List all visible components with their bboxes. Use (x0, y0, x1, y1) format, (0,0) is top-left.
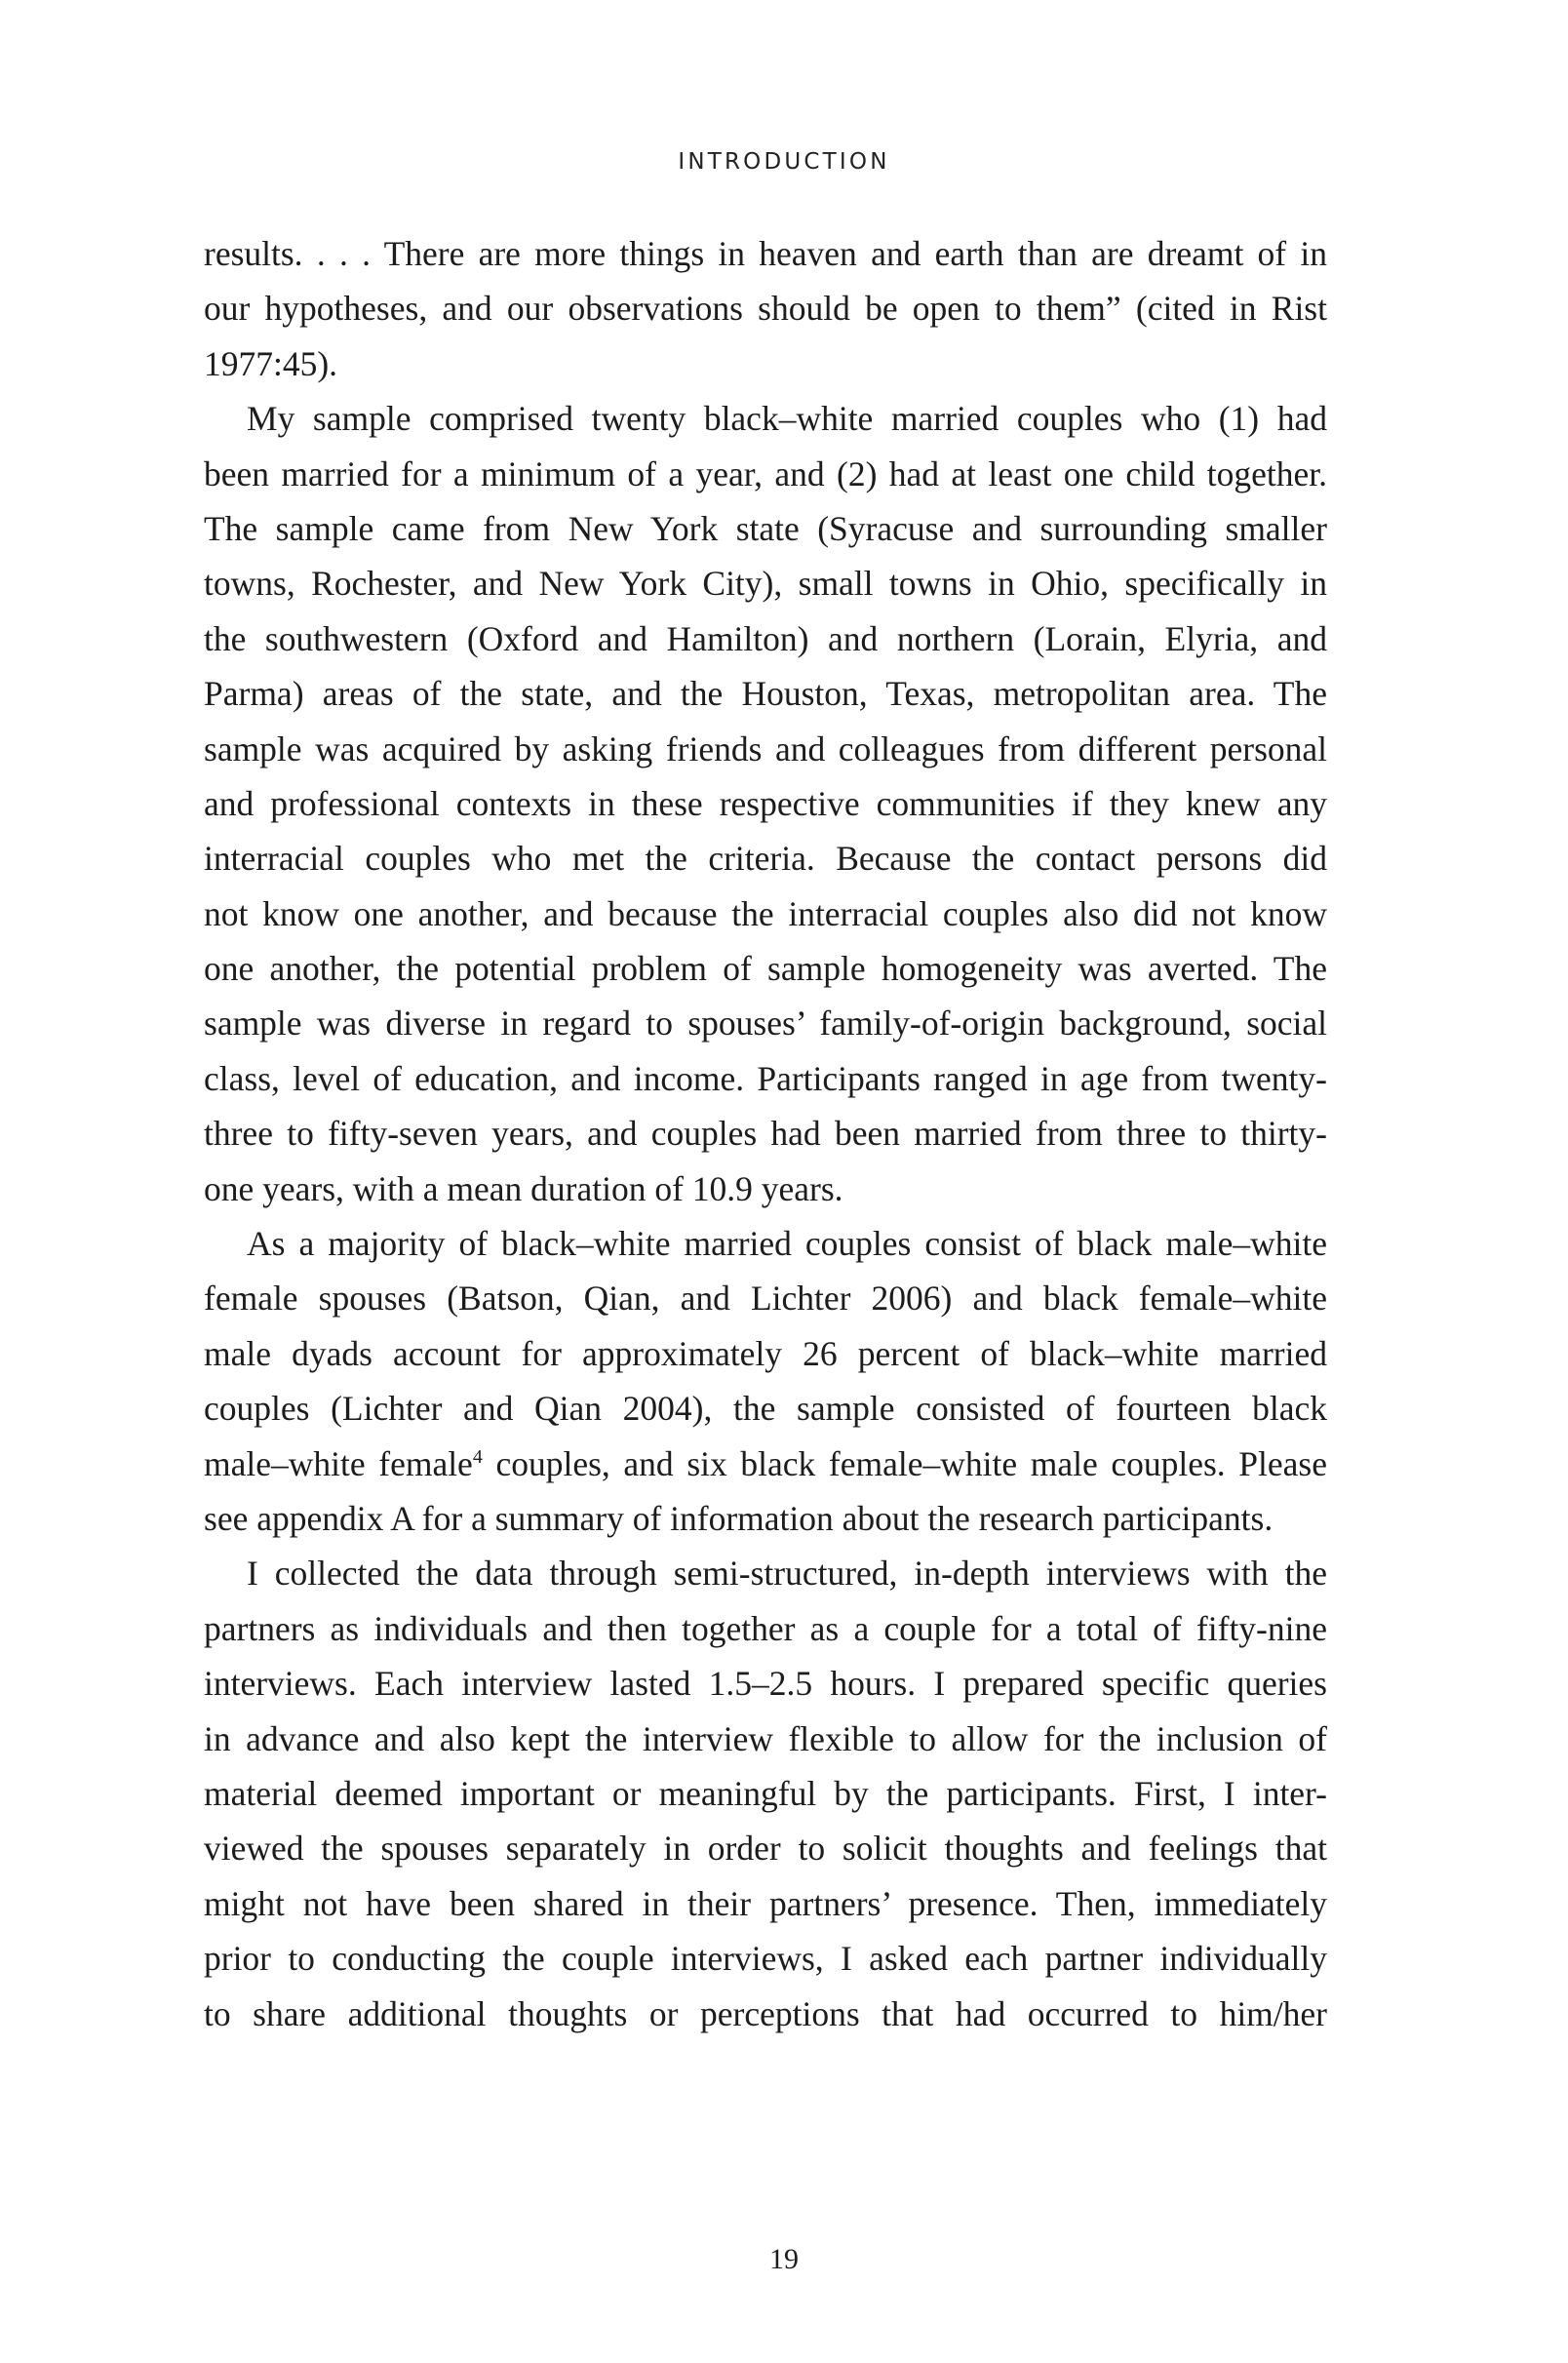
text-line: results. . . . There are more things in heaven and earth than are dreamt of in (204, 234, 1327, 273)
text-line: My sample comprised twenty black–white married couples who (1) had (247, 399, 1327, 439)
text-line: our hypotheses, and our observations should be open to them” (cited in Rist (204, 289, 1327, 329)
text-line: in advance and also kept the interview flexible to allow for the inclusion of (204, 1718, 1327, 1758)
footnote-reference[interactable]: 4 (472, 1445, 483, 1468)
text-line: female spouses (Batson, Qian, and Lichter 2006) and black female–white (204, 1279, 1327, 1319)
page-number: 19 (769, 2243, 799, 2275)
text-line: partners as individuals and then together as a couple for a total of fifty-nine (204, 1608, 1327, 1648)
text-line: three to fifty-seven years, and couples had been married from three to thirty- (204, 1114, 1327, 1154)
text-line: might not have been shared in their partners’ presence. Then, immediately (204, 1883, 1327, 1923)
text-line: I collected the data through semi-structured, in-depth interviews with the (247, 1554, 1327, 1594)
text-line: and professional contexts in these respective communities if they knew any (204, 783, 1327, 823)
text-line: The sample came from New York state (Syracuse and surrounding smaller (204, 508, 1327, 548)
text-line: Parma) areas of the state, and the Houston, Texas, metropolitan area. The (204, 674, 1327, 714)
text-line: male–white female$^4$ couples, and six black female–white male couples. Please (204, 1443, 1328, 1483)
text-line: one years, with a mean duration of 10.9 years. (204, 1168, 843, 1208)
paragraph (204, 1546, 1327, 2041)
text-line: the southwestern (Oxford and Hamilton) and northern (Lorain, Elyria, and (204, 618, 1327, 658)
text-line: As a majority of black–white married couples consist of black male–white (247, 1224, 1327, 1264)
text-line: interviews. Each interview lasted 1.5–2.5 hours. I prepared specific queries (204, 1664, 1327, 1704)
paragraph (204, 391, 1327, 1216)
text-line: couples (Lichter and Qian 2004), the sample consisted of fourteen black (204, 1389, 1327, 1429)
text-line: interracial couples who met the criteria. Because the contact persons did (204, 839, 1327, 879)
text-line: sample was diverse in regard to spouses’ family-of-origin background, social (204, 1004, 1327, 1044)
running-head: INTRODUCTION (678, 149, 890, 175)
text-line: to share additional thoughts or perceptions that had occurred to him/her (204, 1993, 1327, 2033)
text-line: viewed the spouses separately in order to solicit thoughts and feelings that (204, 1829, 1327, 1869)
body-text (204, 226, 1327, 2041)
text-line: 1977:45). (204, 343, 338, 383)
text-line: towns, Rochester, and New York City), small towns in Ohio, specifically in (204, 564, 1327, 604)
text-line: one another, the potential problem of sample homogeneity was averted. The (204, 949, 1327, 989)
text-line: been married for a minimum of a year, and (2) had at least one child together. (204, 453, 1327, 493)
paragraph (204, 1216, 1327, 1546)
text-line: class, level of education, and income. Participants ranged in age from twenty- (204, 1058, 1327, 1098)
text-line: not know one another, and because the interracial couples also did not know (204, 893, 1327, 933)
paragraph (204, 226, 1327, 391)
text-line: male dyads account for approximately 26 percent of black–white married (204, 1333, 1327, 1373)
text-line: material deemed important or meaningful by the participants. First, I inter- (204, 1773, 1327, 1813)
text-line: see appendix A for a summary of information about the research participants. (204, 1498, 1274, 1538)
text-line: prior to conducting the couple interviews, I asked each partner individually (204, 1939, 1327, 1979)
text-line: sample was acquired by asking friends and colleagues from different personal (204, 729, 1327, 768)
